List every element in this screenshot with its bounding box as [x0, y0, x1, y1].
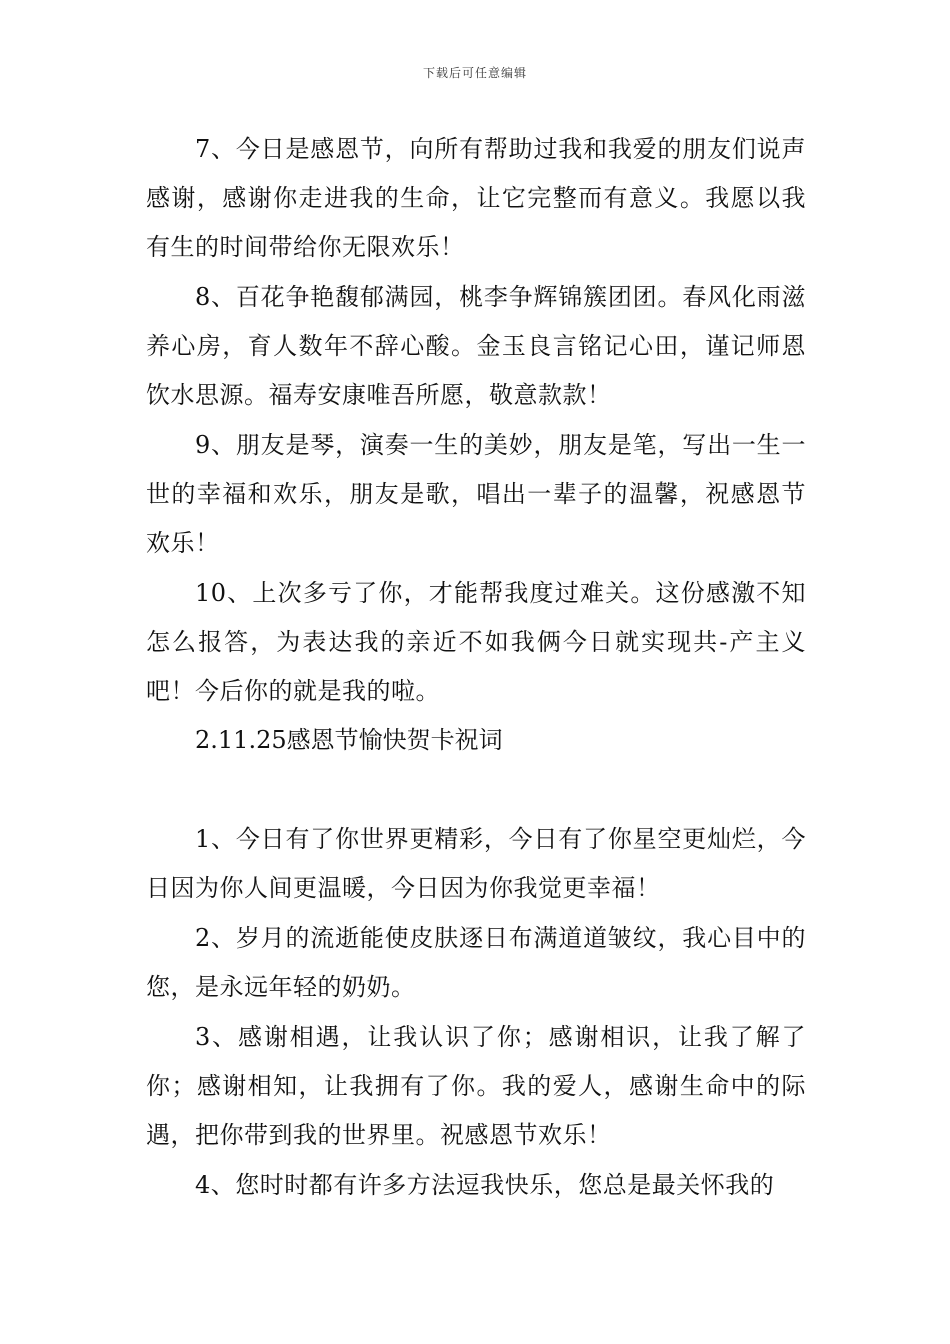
paragraph-10: 10、上次多亏了你，才能帮我度过难关。这份感激不知怎么报答，为表达我的亲近不如我俩今日就实现共-产主义吧！今后你的就是我的啦。: [146, 579, 806, 705]
section-gap: [146, 765, 806, 815]
paragraph-9: 9、朋友是琴，演奏一生的美妙，朋友是笔，写出一生一世的幸福和欢乐，朋友是歌，唱出一辈子的温馨，祝感恩节欢乐！: [146, 431, 806, 557]
document-body: [146, 125, 806, 1210]
page-header: 下载后可任意编辑: [422, 66, 527, 80]
paragraph-s2-1: 1、今日有了你世界更精彩，今日有了你星空更灿烂，今日因为你人间更温暖，今日因为你我觉更幸福！: [146, 825, 806, 902]
paragraph-s2-3: 3、感谢相遇，让我认识了你；感谢相识，让我了解了你；感谢相知，让我拥有了你。我的爱人，感谢生命中的际遇，把你带到我的世界里。祝感恩节欢乐！: [146, 1023, 806, 1149]
paragraph-8: 8、百花争艳馥郁满园，桃李争辉锦簇团团。春风化雨滋养心房，育人数年不辞心酸。金玉良言铭记心田，谨记师恩饮水思源。福寿安康唯吾所愿，敬意款款！: [146, 283, 806, 409]
section-title: 2.11.25感恩节愉快贺卡祝词: [195, 726, 503, 754]
paragraph-s2-2: 2、岁月的流逝能使皮肤逐日布满道道皱纹，我心目中的您，是永远年轻的奶奶。: [146, 924, 806, 1001]
paragraph-7: 7、今日是感恩节，向所有帮助过我和我爱的朋友们说声感谢，感谢你走进我的生命，让它完整而有意义。我愿以我有生的时间带给你无限欢乐！: [146, 135, 806, 261]
paragraph-s2-4: 4、您时时都有许多方法逗我快乐，您总是最关怀我的: [195, 1171, 775, 1199]
